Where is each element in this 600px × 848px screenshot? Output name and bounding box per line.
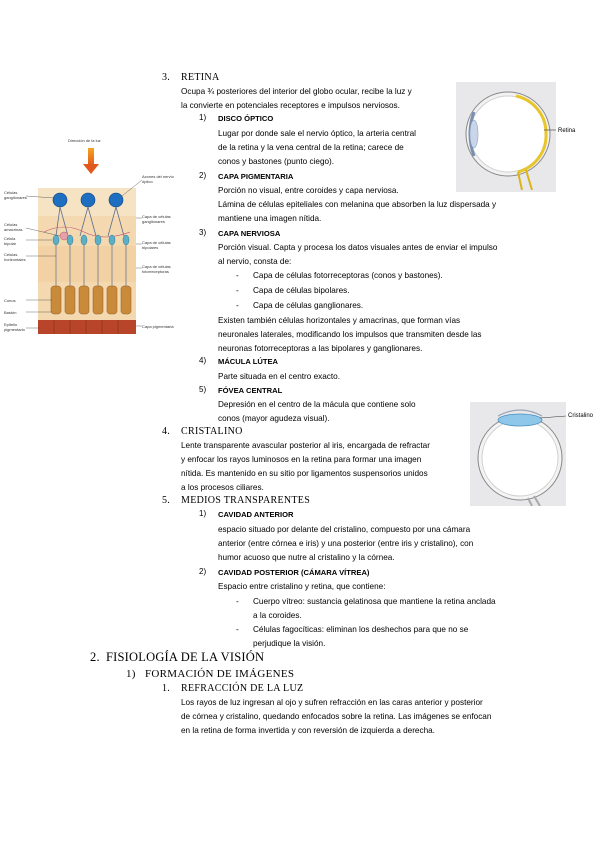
- anterior-title: CAVIDAD ANTERIOR: [218, 510, 294, 519]
- fovea-line-1: Depresión en el centro de la mácula que contiene solo: [218, 400, 416, 409]
- retina-title: RETINA: [181, 72, 220, 83]
- cristalino-line-1: Lente transparente avascular posterior al iris, encargada de refractar: [181, 441, 430, 450]
- eye-retina-figure: [456, 82, 556, 192]
- retina-number: 3.: [162, 72, 171, 83]
- fisiologia-number: 2.: [90, 650, 100, 664]
- retina-intro-1: Ocupa ¾ posteriores del interior del globo ocular, recibe la luz y: [181, 87, 412, 96]
- nerviosa-bullet-3: Capa de células ganglionares.: [253, 301, 364, 310]
- nerviosa-bullet-2: Capa de células bipolares.: [253, 286, 350, 295]
- anterior-number: 1): [199, 509, 207, 518]
- posterior-bullet-2b: perjudique la visión.: [253, 639, 326, 648]
- anterior-line-3: humor acuoso que nutre al cristalino y la córnea.: [218, 553, 395, 562]
- pigmentaria-line-1: Porción no visual, entre coroides y capa nerviosa.: [218, 186, 399, 195]
- refraccion-line-3: en la retina de forma invertida y con reversión de izquierda a derecha.: [181, 726, 435, 735]
- posterior-bullet-2a: Células fagocíticas: eliminan los deshechos para que no se: [253, 625, 469, 634]
- nerviosa-line-4: neuronales laterales, modificando los impulsos que transmiten desde las: [218, 330, 482, 339]
- cristalino-line-4: a los procesos ciliares.: [181, 483, 264, 492]
- pigmentaria-line-3: mantiene una imagen nítida.: [218, 214, 322, 223]
- refraccion-line-2: de córnea y cristalino, quedando enfocados sobre la retina. Las imágenes se enfocan: [181, 712, 492, 721]
- label-optic-nerve-axons: Axones del nervio óptico: [142, 174, 174, 184]
- macula-number: 4): [199, 356, 207, 365]
- disco-number: 1): [199, 113, 207, 122]
- posterior-number: 2): [199, 567, 207, 576]
- disco-title: DISCO ÓPTICO: [218, 114, 274, 123]
- retina-layers-diagram: [4, 136, 184, 336]
- pigmentaria-number: 2): [199, 171, 207, 180]
- posterior-bullet-1a: Cuerpo vítreo: sustancia gelatinosa que mantiene la retina anclada: [253, 597, 496, 606]
- refraccion-title: REFRACCIÓN DE LA LUZ: [181, 683, 304, 694]
- fovea-title: FÓVEA CENTRAL: [218, 386, 283, 395]
- label-amacrine-cells: Células amacrinas: [4, 222, 23, 232]
- pigmentaria-line-2: Lámina de células epiteliales con melanina que absorben la luz dispersada y: [218, 200, 497, 209]
- label-photoreceptor-layer: Capa de células fotorreceptoras: [142, 264, 171, 274]
- refraccion-number: 1.: [162, 683, 171, 694]
- label-pigment-layer: Capa pigmentaria: [142, 324, 174, 329]
- medios-number: 5.: [162, 495, 171, 506]
- eye-retina-label: Retina: [558, 128, 576, 134]
- macula-title: MÁCULA LÚTEA: [218, 357, 279, 366]
- nerviosa-line-1: Porción visual. Capta y procesa los datos visuales antes de enviar el impulso: [218, 243, 498, 252]
- macula-line-1: Parte situada en el centro exacto.: [218, 372, 340, 381]
- nerviosa-bullet-dash: -: [236, 271, 239, 280]
- medios-title: MEDIOS TRANSPARENTES: [181, 495, 311, 506]
- posterior-title: CAVIDAD POSTERIOR (CÁMARA VÍTREA): [218, 568, 370, 577]
- posterior-bullet-dash: -: [236, 625, 239, 634]
- light-direction-label: Dirección de la luz: [68, 138, 101, 143]
- label-pigment-epithelium: Epitelio pigmentario: [4, 322, 25, 332]
- fovea-number: 5): [199, 385, 207, 394]
- formacion-number: 1): [126, 668, 136, 680]
- eye-cristalino-drawing: [470, 402, 566, 506]
- retina-intro-2: la convierte en potenciales receptores e impulsos nerviosos.: [181, 101, 400, 110]
- posterior-line-1: Espacio entre cristalino y retina, que contiene:: [218, 582, 386, 591]
- label-horizontal-cells: Células horizontales: [4, 252, 26, 262]
- label-rod: Bastón: [4, 310, 17, 315]
- cristalino-number: 4.: [162, 426, 171, 437]
- fovea-line-2: conos (mayor agudeza visual).: [218, 414, 330, 423]
- fisiologia-title: FISIOLOGÍA DE LA VISIÓN: [106, 650, 265, 664]
- eye-retina-drawing: [456, 82, 556, 192]
- nerviosa-title: CAPA NERVIOSA: [218, 229, 281, 238]
- eye-cristalino-label: Cristalino: [568, 413, 594, 419]
- nerviosa-line-5: neuronas fotorreceptoras a las bipolares y ganglionares.: [218, 344, 423, 353]
- disco-line-3: conos y bastones (punto ciego).: [218, 157, 335, 166]
- anterior-line-1: espacio situado por delante del cristalino, compuesto por una cámara: [218, 525, 471, 534]
- posterior-bullet-dash: -: [236, 597, 239, 606]
- cristalino-line-3: nítida. Es mantenido en su sitio por ligamentos suspensorios unidos: [181, 469, 428, 478]
- pigmentaria-title: CAPA PIGMENTARIA: [218, 172, 294, 181]
- label-cones: Conos: [4, 298, 16, 303]
- disco-line-2: de la retina y la vena central de la retina; carece de: [218, 143, 404, 152]
- retina-layers-drawing: [4, 136, 184, 336]
- nerviosa-line-3: Existen también células horizontales y amacrinas, que forman vías: [218, 316, 461, 325]
- cristalino-title: CRISTALINO: [181, 426, 243, 437]
- cristalino-line-2: y enfocar los rayos luminosos en la retina para formar una imagen: [181, 455, 422, 464]
- nerviosa-bullet-1: Capa de células fotorreceptoras (conos y bastones).: [253, 271, 443, 280]
- refraccion-line-1: Los rayos de luz ingresan al ojo y sufren refracción en las caras anterior y posterior: [181, 698, 483, 707]
- formacion-title: FORMACIÓN DE IMÁGENES: [145, 668, 295, 680]
- disco-line-1: Lugar por donde sale el nervio óptico, la arteria central: [218, 129, 416, 138]
- eye-cristalino-figure: [470, 402, 566, 506]
- posterior-bullet-1b: a la coroides.: [253, 611, 302, 620]
- nerviosa-line-2: al nervio, consta de:: [218, 257, 292, 266]
- nerviosa-bullet-dash: -: [236, 301, 239, 310]
- anterior-line-2: anterior (entre córnea e iris) y una posterior (entre iris y cristalino), con: [218, 539, 474, 548]
- nerviosa-bullet-dash: -: [236, 286, 239, 295]
- nerviosa-number: 3): [199, 228, 207, 237]
- label-bipolar-layer: Capa de células bipolares: [142, 240, 171, 250]
- label-ganglion-layer: Capa de células ganglionares: [142, 214, 171, 224]
- label-ganglion-cells: Células ganglionares: [4, 190, 27, 200]
- label-bipolar-cell: Célula bipolar: [4, 236, 17, 246]
